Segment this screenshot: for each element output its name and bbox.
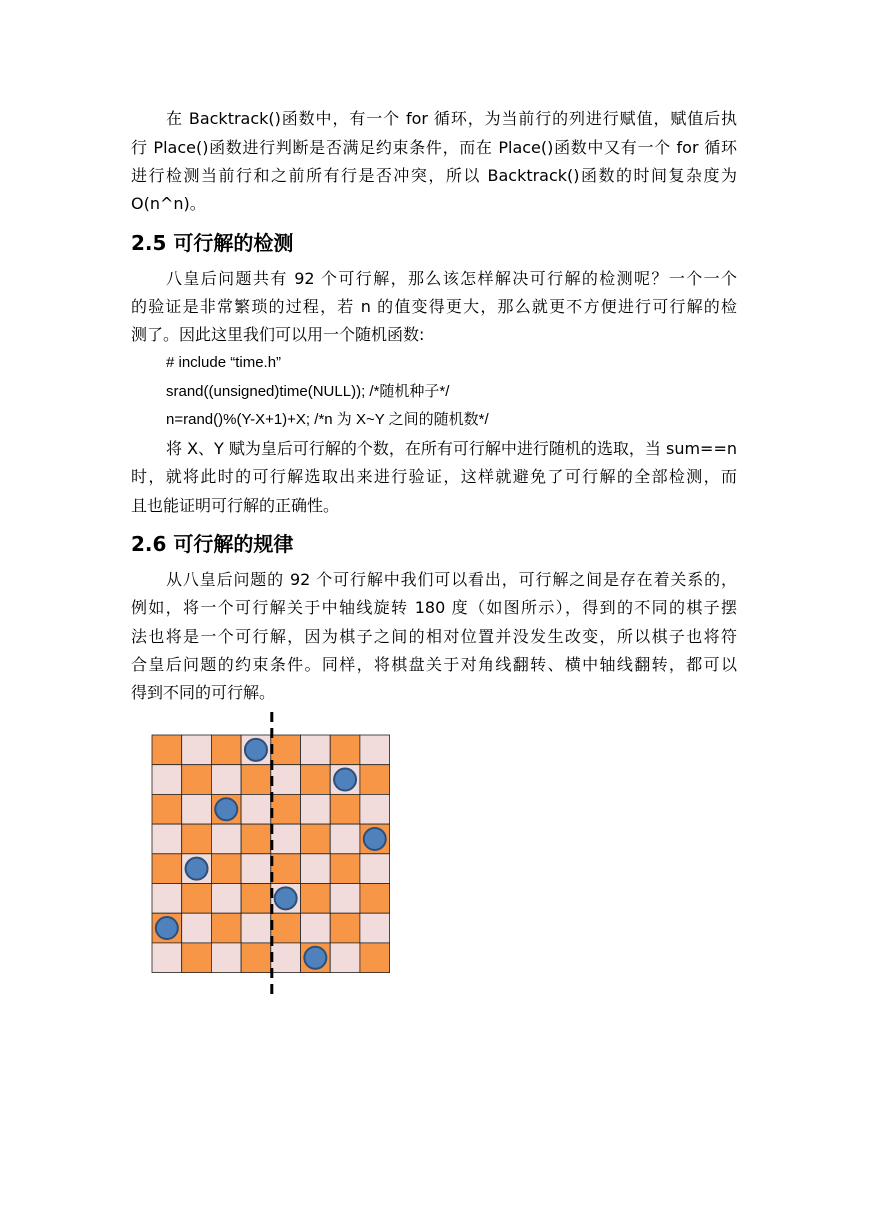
board-square-r6-c7 xyxy=(330,884,360,914)
board-square-r3-c2 xyxy=(182,794,212,824)
board-square-r2-c4 xyxy=(241,765,271,795)
section-2-6-heading: 2.6 可行解的规律 xyxy=(131,532,294,556)
board-square-r2-c8 xyxy=(360,765,390,795)
section-2-6-line-3: 法也将是一个可行解，因为棋子之间的相对位置并没发生改变，所以棋子也将符 xyxy=(131,627,737,646)
board-square-r6-c8 xyxy=(360,884,390,914)
section-2-6-line-2: 例如，将一个可行解关于中轴线旋转 180 度（如图所示），得到的不同的棋子摆 xyxy=(131,598,737,617)
board-square-r2-c2 xyxy=(182,765,212,795)
board-square-r2-c3 xyxy=(211,765,241,795)
board-square-r3-c4 xyxy=(241,794,271,824)
queen-row-6 xyxy=(275,887,297,909)
queen-row-8 xyxy=(304,947,326,969)
board-square-r1-c1 xyxy=(152,735,182,765)
board-square-r1-c6 xyxy=(301,735,331,765)
board-square-r1-c7 xyxy=(330,735,360,765)
board-square-r4-c3 xyxy=(211,824,241,854)
board-square-r8-c5 xyxy=(271,943,301,973)
section-2-5-line-1: 八皇后问题共有 92 个可行解，那么该怎样解决可行解的检测呢？一个一个 xyxy=(166,269,737,288)
board-square-r4-c7 xyxy=(330,824,360,854)
board-square-r8-c2 xyxy=(182,943,212,973)
section-2-5-line-5: 时，就将此时的可行解选取出来进行验证，这样就避免了可行解的全部检测，而 xyxy=(131,467,737,486)
board-square-r3-c7 xyxy=(330,794,360,824)
code-line-srand: srand((unsigned)time(NULL)); /*随机种子*/ xyxy=(166,383,450,400)
board-square-r7-c2 xyxy=(182,913,212,943)
code-line-include: # include “time.h” xyxy=(166,354,282,371)
section-2-5-heading: 2.5 可行解的检测 xyxy=(131,231,294,255)
para1-line-1: 在 Backtrack()函数中，有一个 for 循环，为当前行的列进行赋值，赋值后执 xyxy=(166,109,737,128)
board-square-r8-c1 xyxy=(152,943,182,973)
board-square-r1-c2 xyxy=(182,735,212,765)
board-square-r6-c1 xyxy=(152,884,182,914)
queen-row-7 xyxy=(156,917,178,939)
section-2-5-line-2: 的验证是非常繁琐的过程，若 n 的值变得更大，那么就更不方便进行可行解的检 xyxy=(131,297,737,316)
queen-row-3 xyxy=(215,798,237,820)
board-square-r5-c5 xyxy=(271,854,301,884)
board-square-r6-c6 xyxy=(301,884,331,914)
board-square-r2-c1 xyxy=(152,765,182,795)
section-2-6-line-4: 合皇后问题的约束条件。同样，将棋盘关于对角线翻转、横中轴线翻转，都可以 xyxy=(131,655,737,674)
section-2-5-line-6: 且也能证明可行解的正确性。 xyxy=(131,496,340,515)
board-square-r2-c6 xyxy=(301,765,331,795)
board-square-r3-c1 xyxy=(152,794,182,824)
board-square-r4-c2 xyxy=(182,824,212,854)
section-2-6-line-5: 得到不同的可行解。 xyxy=(131,683,276,702)
queen-row-2 xyxy=(334,769,356,791)
board-square-r4-c4 xyxy=(241,824,271,854)
para1-line-4: O(n^n)。 xyxy=(131,194,206,213)
para1-line-2: 行 Place()函数进行判断是否满足约束条件，而在 Place()函数中又有一个 for 循环 xyxy=(131,138,737,157)
para1-line-3: 进行检测当前行和之前所有行是否冲突，所以 Backtrack()函数的时间复杂度为 xyxy=(131,166,737,185)
queen-row-5 xyxy=(186,858,208,880)
board-square-r4-c5 xyxy=(271,824,301,854)
board-square-r8-c4 xyxy=(241,943,271,973)
board-square-r7-c7 xyxy=(330,913,360,943)
board-square-r3-c5 xyxy=(271,794,301,824)
section-2-5-line-3: 测了。因此这里我们可以用一个随机函数: xyxy=(131,325,425,344)
board-square-r6-c4 xyxy=(241,884,271,914)
board-square-r1-c5 xyxy=(271,735,301,765)
board-square-r8-c3 xyxy=(211,943,241,973)
board-square-r5-c7 xyxy=(330,854,360,884)
code-line-rand: n=rand()%(Y-X+1)+X; /*n 为 X~Y 之间的随机数*/ xyxy=(166,411,489,428)
board-square-r4-c6 xyxy=(301,824,331,854)
board-square-r1-c3 xyxy=(211,735,241,765)
board-square-r8-c8 xyxy=(360,943,390,973)
section-2-5-line-4: 将 X、Y 赋为皇后可行解的个数，在所有可行解中进行随机的选取，当 sum==n xyxy=(166,439,738,458)
board-square-r4-c1 xyxy=(152,824,182,854)
board-square-r7-c3 xyxy=(211,913,241,943)
board-square-r1-c8 xyxy=(360,735,390,765)
board-square-r7-c6 xyxy=(301,913,331,943)
board-square-r6-c2 xyxy=(182,884,212,914)
board-square-r5-c1 xyxy=(152,854,182,884)
board-square-r7-c4 xyxy=(241,913,271,943)
board-square-r7-c5 xyxy=(271,913,301,943)
board-square-r5-c4 xyxy=(241,854,271,884)
board-square-r7-c8 xyxy=(360,913,390,943)
board-square-r6-c3 xyxy=(211,884,241,914)
section-2-6-line-1: 从八皇后问题的 92 个可行解中我们可以看出，可行解之间是存在着关系的， xyxy=(166,570,737,589)
queen-row-4 xyxy=(364,828,386,850)
board-square-r2-c5 xyxy=(271,765,301,795)
board-square-r3-c8 xyxy=(360,794,390,824)
board-square-r5-c3 xyxy=(211,854,241,884)
board-square-r3-c6 xyxy=(301,794,331,824)
board-square-r5-c8 xyxy=(360,854,390,884)
board-square-r5-c6 xyxy=(301,854,331,884)
board-square-r8-c7 xyxy=(330,943,360,973)
queen-row-1 xyxy=(245,739,267,761)
